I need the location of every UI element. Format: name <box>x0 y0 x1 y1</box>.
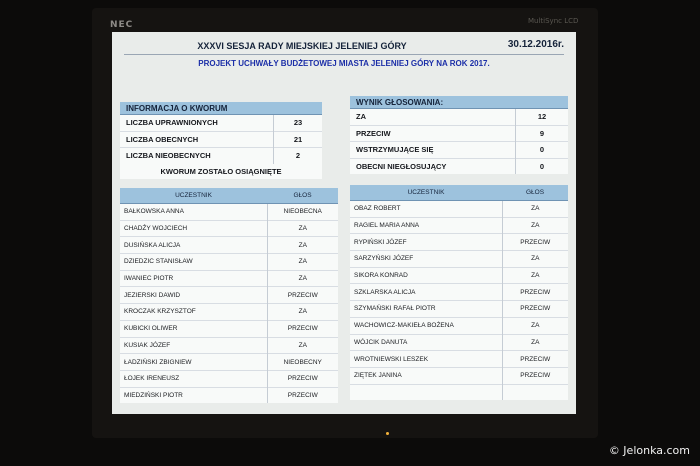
participant-name: KUSIAK JÓZEF <box>120 337 267 354</box>
participant-name: ŁOJEK IRENEUSZ <box>120 370 267 387</box>
results-row <box>350 109 568 126</box>
participant-row <box>350 234 568 251</box>
quorum-value: 21 <box>274 131 323 148</box>
voting-screen <box>112 32 576 414</box>
participant-row <box>120 337 338 354</box>
participant-row <box>120 320 338 337</box>
participant-name: SIKORA KONRAD <box>350 267 502 284</box>
quorum-status-message: KWORUM ZOSTAŁO OSIĄGNIĘTE <box>160 166 282 176</box>
participant-row <box>350 284 568 301</box>
participant-name: SARZYŃSKI JÓZEF <box>350 251 502 268</box>
results-label: WSTRZYMUJĄCE SIĘ <box>350 142 516 159</box>
results-value: 9 <box>516 125 569 142</box>
quorum-row <box>120 148 322 164</box>
participant-vote: PRZECIW <box>502 284 568 301</box>
participant-name: WROTNIEWSKI LESZEK <box>350 351 502 368</box>
participant-name: JEZIERSKI DAWID <box>120 287 267 304</box>
results-value: 12 <box>516 109 569 126</box>
results-row <box>350 142 568 159</box>
resolution-title: PROJEKT UCHWAŁY BUDŻETOWEJ MIASTA JELENIEJ GÓRY NA ROK 2017. <box>198 59 490 68</box>
results-value: 0 <box>516 158 569 174</box>
participant-name: RAGIEL MARIA ANNA <box>350 217 502 234</box>
quorum-value: 2 <box>274 148 323 164</box>
participant-row <box>120 387 338 403</box>
participant-row <box>120 254 338 271</box>
participant-vote: PRZECIW <box>267 320 338 337</box>
results-label: ZA <box>350 109 516 126</box>
participant-vote: PRZECIW <box>502 301 568 318</box>
participant-row <box>350 317 568 334</box>
session-title: XXXVI SESJA RADY MIEJSKIEJ JELENIEJ GÓRY <box>197 41 407 51</box>
participant-name: KUBICKI OLIWER <box>120 320 267 337</box>
participant-vote: ZA <box>267 237 338 254</box>
participant-name: CHADŹY WOJCIECH <box>120 220 267 237</box>
participant-vote: ZA <box>267 254 338 271</box>
participants-list-right <box>350 185 568 400</box>
participant-vote: ZA <box>267 220 338 237</box>
participant-name: KROCZAK KRZYSZTOF <box>120 304 267 321</box>
participant-row <box>350 251 568 268</box>
participant-vote: ZA <box>502 334 568 351</box>
participant-row <box>120 220 338 237</box>
vote-column-header: GŁOS <box>267 188 338 204</box>
participant-name: WÓJCIK DANUTA <box>350 334 502 351</box>
participant-row <box>350 217 568 234</box>
participant-row <box>350 301 568 318</box>
participant-row <box>350 351 568 368</box>
participant-name: ZIĘTEK JANINA <box>350 367 502 384</box>
results-label: PRZECIW <box>350 125 516 142</box>
results-value: 0 <box>516 142 569 159</box>
quorum-label: LICZBA UPRAWNIONYCH <box>120 115 274 132</box>
empty-cell <box>502 384 568 400</box>
monitor-brand-logo: NEC <box>110 20 134 30</box>
participant-name: BAŁKOWSKA ANNA <box>120 204 267 221</box>
participant-row <box>350 201 568 218</box>
results-label: OBECNI NIEGŁOSUJĄCY <box>350 158 516 174</box>
participant-vote: ZA <box>502 217 568 234</box>
participant-name: SZKLARSKA ALICJA <box>350 284 502 301</box>
participant-vote: ZA <box>267 304 338 321</box>
participant-name: OBAZ ROBERT <box>350 201 502 218</box>
quorum-panel <box>120 102 322 179</box>
participant-vote: NIEOBECNA <box>267 204 338 221</box>
participant-row <box>350 367 568 384</box>
participant-vote: ZA <box>267 337 338 354</box>
participant-vote: PRZECIW <box>502 234 568 251</box>
participant-vote: ZA <box>502 317 568 334</box>
participant-row <box>120 237 338 254</box>
participant-vote: ZA <box>502 251 568 268</box>
monitor-model-label: MultiSync LCD <box>528 17 579 25</box>
participant-row <box>350 334 568 351</box>
participant-column-header: UCZESTNIK <box>350 185 502 201</box>
quorum-row <box>120 131 322 148</box>
power-led-indicator <box>386 432 389 435</box>
participant-vote: PRZECIW <box>267 287 338 304</box>
participant-name: IWANIEC PIOTR <box>120 270 267 287</box>
participant-vote: ZA <box>502 201 568 218</box>
participant-row <box>120 287 338 304</box>
participant-name: DZIEDZIC STANISŁAW <box>120 254 267 271</box>
vote-column-header: GŁOS <box>502 185 568 201</box>
participant-name: DUSIŃSKA ALICJA <box>120 237 267 254</box>
vote-results-panel <box>350 96 568 174</box>
photo-credit: © Jelonka.com <box>608 444 690 457</box>
participant-column-header: UCZESTNIK <box>120 188 267 204</box>
participant-row <box>120 370 338 387</box>
participant-row <box>120 304 338 321</box>
participant-name: ŁADZIŃSKI ZBIGNIEW <box>120 354 267 371</box>
participant-row <box>350 267 568 284</box>
participant-vote: PRZECIW <box>502 351 568 368</box>
participant-name: MIEDZIŃSKI PIOTR <box>120 387 267 403</box>
empty-row <box>350 384 568 400</box>
empty-cell <box>350 384 502 400</box>
participants-list-left <box>120 188 338 403</box>
results-heading: WYNIK GŁOSOWANIA: <box>350 96 568 109</box>
quorum-heading: INFORMACJA O KWORUM <box>120 102 322 115</box>
results-row <box>350 158 568 174</box>
participant-name: RYPIŃSKI JÓZEF <box>350 234 502 251</box>
participant-vote: NIEOBECNY <box>267 354 338 371</box>
participant-vote: ZA <box>267 270 338 287</box>
participant-row <box>120 270 338 287</box>
header-divider <box>124 54 564 55</box>
participant-row <box>120 204 338 221</box>
participant-name: WACHOWICZ-MAKIEŁA BOŻENA <box>350 317 502 334</box>
quorum-label: LICZBA NIEOBECNYCH <box>120 148 274 164</box>
quorum-value: 23 <box>274 115 323 132</box>
participant-vote: PRZECIW <box>267 370 338 387</box>
participant-vote: ZA <box>502 267 568 284</box>
results-row <box>350 125 568 142</box>
quorum-label: LICZBA OBECNYCH <box>120 131 274 148</box>
session-date: 30.12.2016r. <box>507 39 564 50</box>
participant-vote: PRZECIW <box>502 367 568 384</box>
participant-name: SZYMAŃSKI RAFAŁ PIOTR <box>350 301 502 318</box>
quorum-row <box>120 115 322 132</box>
participant-vote: PRZECIW <box>267 387 338 403</box>
participant-row <box>120 354 338 371</box>
